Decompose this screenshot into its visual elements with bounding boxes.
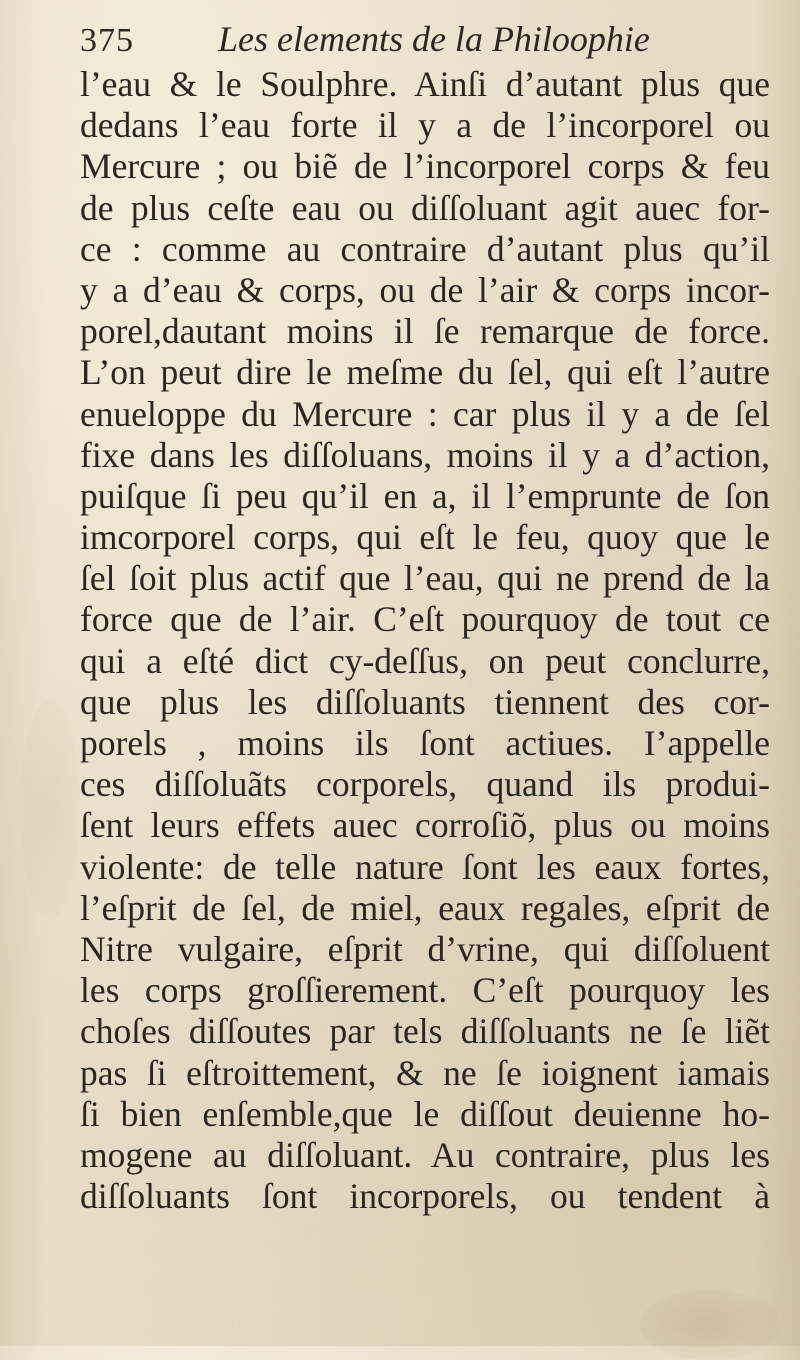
text-line: pas ſi eſtroittement, & ne ſe ioignent iamais: [80, 1052, 770, 1093]
text-line: ſent leurs effets auec corroſiõ, plus ou moins: [80, 805, 770, 846]
text-line: fixe dans les diſſoluans, moins il y a d’action,: [80, 434, 770, 475]
text-line: porels , moins ils ſont actiues. I’appelle: [80, 723, 770, 763]
text-line: mogene au diſſoluant. Au contraire, plus les: [80, 1134, 770, 1175]
page-number: 375: [80, 22, 134, 59]
text-line: ce : comme au contraire d’autant plus qu’il: [80, 228, 770, 269]
text-line: l’eau & le Soulphre. Ainſi d’autant plus que: [80, 64, 770, 104]
running-title: Les elements de la Philoophie: [218, 19, 650, 59]
text-line: L’on peut dire le meſme du ſel, qui eſt l’autre: [80, 352, 770, 393]
paper-stain: [640, 1290, 780, 1360]
text-line: y a d’eau & corps, ou de l’air & corps incor-: [80, 269, 770, 310]
text-line: diſſoluants ſont incorporels, ou tendent à: [80, 1176, 770, 1217]
text-line: Nitre vulgaire, eſprit d’vrine, qui diſſoluent: [80, 928, 770, 969]
text-line: puiſque ſi peu qu’il en a, il l’emprunte de ſon: [80, 475, 770, 516]
text-line: enueloppe du Mercure : car plus il y a de ſel: [80, 393, 770, 434]
text-line: l’eſprit de ſel, de miel, eaux regales, eſprit de: [80, 887, 770, 928]
text-line: que plus les diſſoluants tiennent des cor-: [80, 681, 770, 722]
text-line: Mercure ; ou biẽ de l’incorporel corps & feu: [80, 146, 770, 187]
text-line: ces diſſoluãts corporels, quand ils produi-: [80, 764, 770, 805]
text-line: choſes diſſoutes par tels diſſoluants ne ſe liẽt: [80, 1011, 770, 1052]
text-line: qui a eſté dict cy-deſſus, on peut conclurre,: [80, 640, 770, 681]
text-line: porel,dautant moins il ſe remarque de force.: [80, 311, 770, 352]
text-line: ſel ſoit plus actif que l’eau, qui ne prend de la: [80, 558, 770, 599]
text-line: dedans l’eau forte il y a de l’incorporel ou: [80, 105, 770, 146]
text-line: violente: de telle nature ſont les eaux fortes,: [80, 846, 770, 887]
paper-stain: [20, 700, 80, 920]
text-line: de plus ceſte eau ou diſſoluant agit auec for-: [80, 187, 770, 228]
text-line: les corps groſſierement. C’eſt pourquoy les: [80, 970, 770, 1011]
text-line: ſi bien enſemble,que le diſſout deuienne ho-: [80, 1093, 770, 1134]
text-line: force que de l’air. C’eſt pourquoy de tout ce: [80, 599, 770, 640]
page-header: [80, 14, 760, 68]
text-line: imcorporel corps, qui eſt le feu, quoy que le: [80, 517, 770, 558]
body-text: [80, 64, 770, 1217]
